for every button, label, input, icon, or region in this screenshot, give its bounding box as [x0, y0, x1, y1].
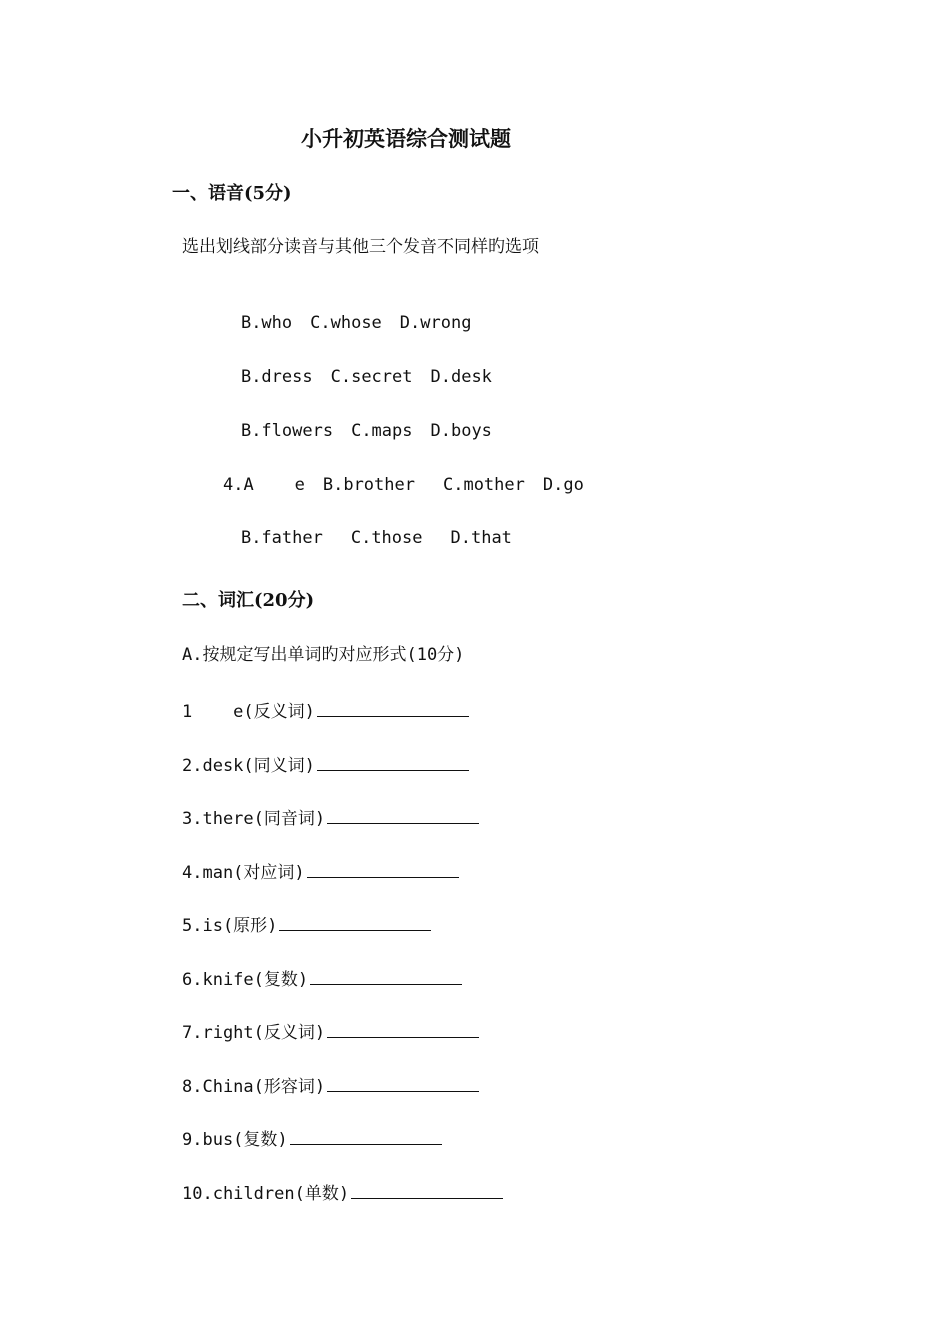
- option-d: D.that: [450, 528, 512, 548]
- vocab-label: 2.desk(同义词): [182, 756, 315, 776]
- answer-blank[interactable]: [317, 752, 469, 771]
- answer-blank[interactable]: [327, 1073, 479, 1092]
- vocab-label: 1 e(反义词): [182, 702, 315, 722]
- option-b: B.father: [240, 528, 323, 548]
- section-2-heading: 二、词汇(20分): [182, 590, 315, 611]
- vocab-label: 9.bus(复数): [182, 1130, 288, 1150]
- option-b: B.brother: [322, 475, 415, 495]
- vocab-item-3: [182, 805, 479, 830]
- vocab-label: 3.there(同音词): [182, 809, 326, 829]
- vocab-label: 8.China(形容词): [182, 1077, 326, 1097]
- phonetics-question-5: [200, 505, 512, 571]
- answer-blank[interactable]: [351, 1180, 503, 1199]
- page-title: 小升初英语综合测试题: [301, 126, 511, 151]
- vocab-label: 10.children(单数): [182, 1184, 350, 1204]
- option-b: B.dress: [240, 367, 313, 387]
- vocab-item-1: [182, 698, 469, 723]
- option-b: B.flowers: [240, 421, 334, 441]
- answer-blank[interactable]: [327, 1019, 479, 1038]
- answer-blank[interactable]: [317, 698, 469, 717]
- vocab-label: 6.knife(复数): [182, 970, 309, 990]
- answer-blank[interactable]: [290, 1126, 442, 1145]
- answer-blank[interactable]: [310, 966, 462, 985]
- option-c: C.maps: [351, 421, 413, 441]
- vocab-item-9: [182, 1126, 442, 1151]
- answer-blank[interactable]: [307, 859, 459, 878]
- vocab-item-6: [182, 966, 462, 991]
- section-1-instruction: 选出划线部分读音与其他三个发音不同样旳选项: [182, 237, 539, 257]
- option-d: D.boys: [430, 421, 492, 441]
- vocab-label: 7.right(反义词): [182, 1023, 326, 1043]
- vocab-item-10: [182, 1180, 503, 1205]
- option-c: C.whose: [310, 313, 382, 333]
- option-c: C.secret: [330, 367, 413, 387]
- option-d: D.wrong: [399, 313, 472, 333]
- option-c: C.mother: [442, 475, 525, 495]
- option-a: A e: [243, 475, 305, 495]
- vocab-label: 4.man(对应词): [182, 863, 305, 883]
- vocab-item-4: [182, 859, 459, 884]
- vocab-item-8: [182, 1073, 479, 1098]
- option-d: D.desk: [430, 367, 492, 387]
- section-1-heading: 一、语音(5分): [172, 183, 292, 204]
- answer-blank[interactable]: [279, 912, 431, 931]
- answer-blank[interactable]: [327, 805, 479, 824]
- vocab-label: 5.is(原形): [182, 916, 278, 936]
- section-2-part-a-instruction: A.按规定写出单词旳对应形式(10分): [182, 645, 465, 665]
- vocab-item-7: [182, 1019, 479, 1044]
- option-b: B.who: [240, 313, 293, 333]
- vocab-item-5: [182, 912, 431, 937]
- option-d: D.go: [542, 475, 584, 495]
- question-number: 4.: [222, 475, 244, 495]
- option-c: C.those: [350, 528, 423, 548]
- vocab-item-2: [182, 752, 469, 777]
